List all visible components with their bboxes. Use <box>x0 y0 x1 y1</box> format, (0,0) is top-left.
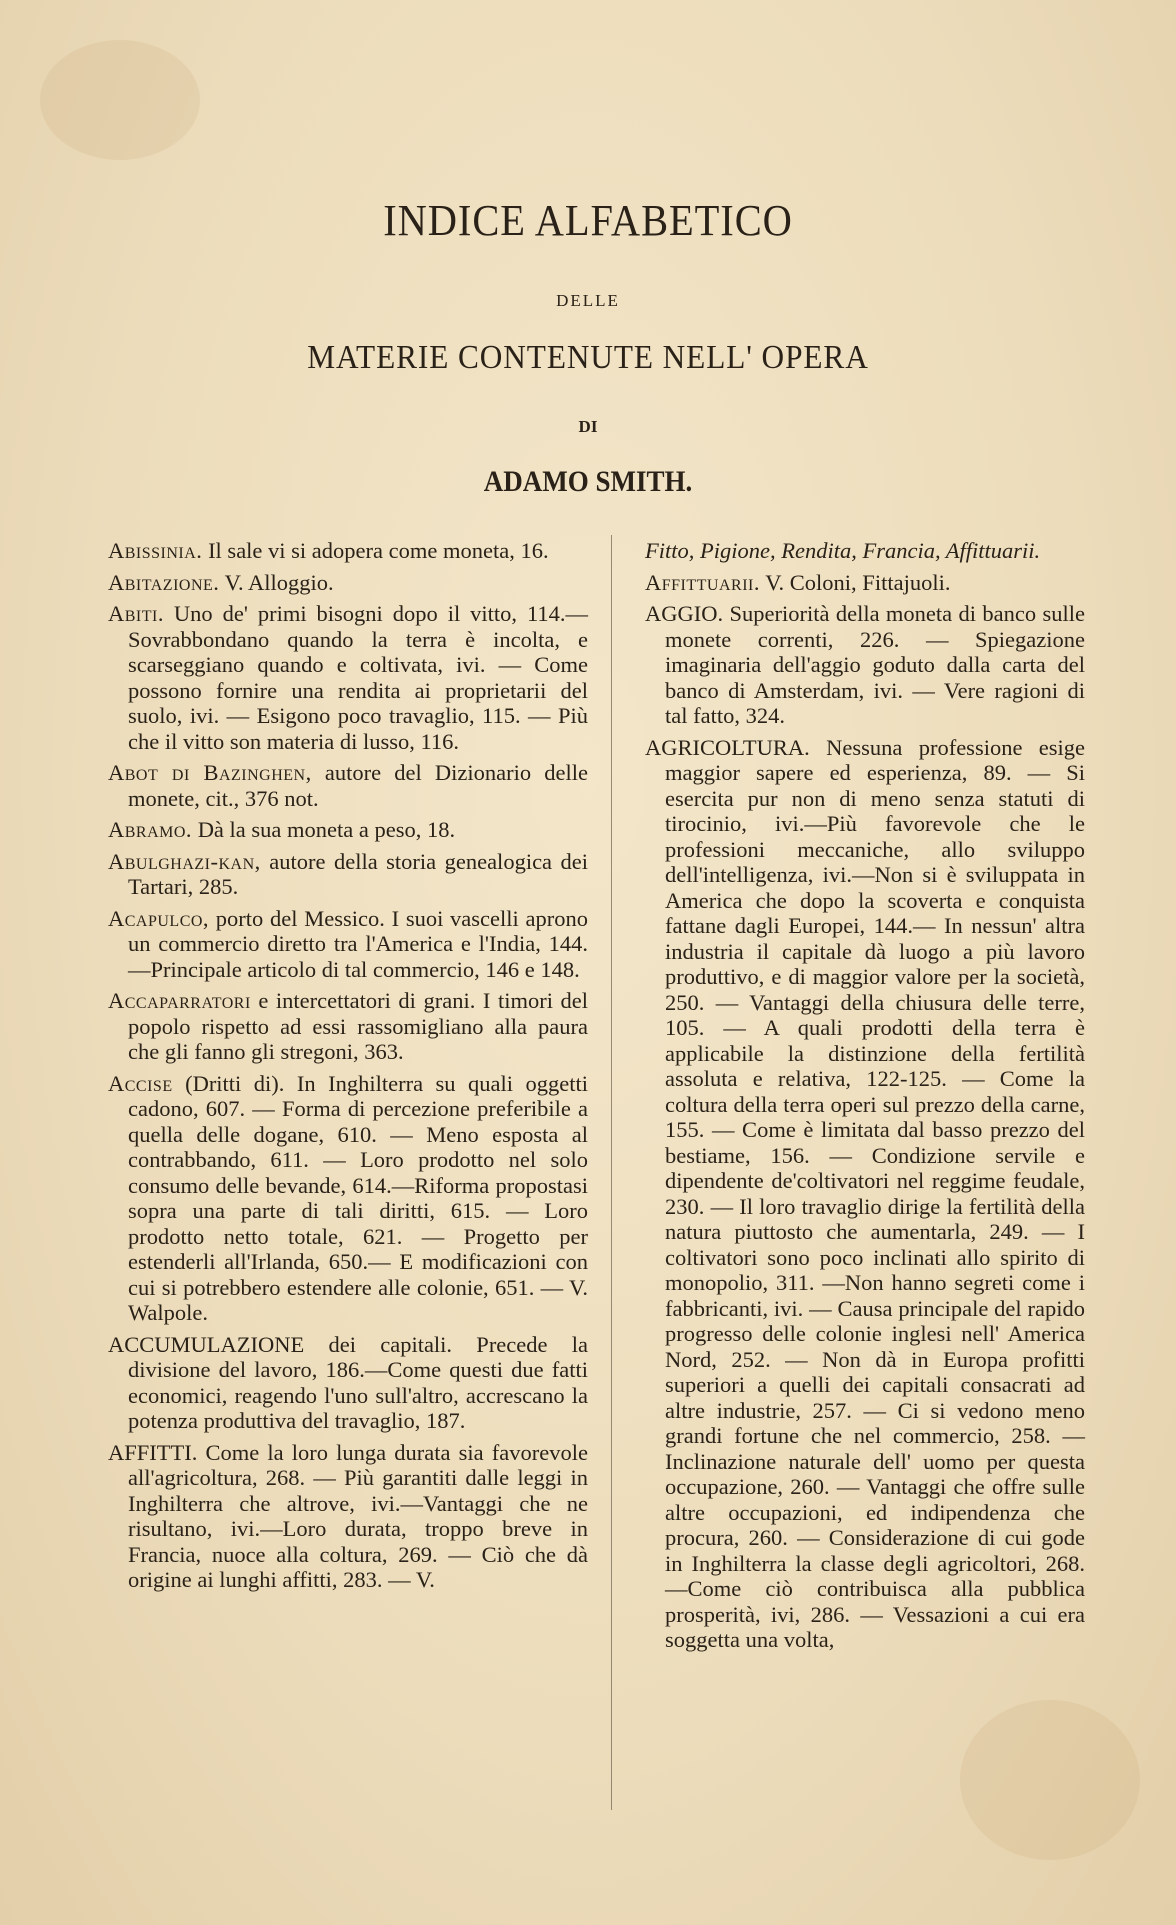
index-entry: Acapulco, porto del Messico. I suoi vascelli aprono un commercio diretto tra l'America e l'India, 144.—Principale articolo di tal commercio, 146 e 148. <box>108 905 588 982</box>
subtitle: MATERIE CONTENUTE NELL' OPERA <box>307 339 869 376</box>
left-column <box>108 538 588 1599</box>
index-entry: Abulghazi-kan, autore della storia genealogica dei Tartari, 285. <box>108 848 588 899</box>
index-entry: AGGIO. Superiorità della moneta di banco sulle monete correnti, 226. — Spiegazione imaginaria dell'aggio goduto dalla carta del banco di Amsterdam, ivi. — Vere ragioni di tal fatto, 324. <box>645 601 1085 728</box>
index-entry: ACCUMULAZIONE dei capitali. Precede la divisione del lavoro, 186.—Come questi due fatti economici, reagendo l'uno sull'altro, accrescano la potenza produttiva del travaglio, 187. <box>108 1331 588 1433</box>
index-entry: Abissinia. Il sale vi si adopera come moneta, 16. <box>108 538 549 563</box>
right-column <box>645 538 1085 1659</box>
index-entry: Abitazione. V. Alloggio. <box>108 569 334 595</box>
paper-stain <box>40 40 200 160</box>
index-entry: Abramo. Dà la sua moneta a peso, 18. <box>108 817 456 842</box>
author-name: ADAMO SMITH. <box>483 465 693 498</box>
index-entry: Abot di Bazinghen, autore del Dizionario delle monete, cit., 376 not. <box>108 760 588 811</box>
index-entry: Accaparratori e intercettatori di grani. I timori del popolo rispetto ad essi rassomigliano alla paura che gli fanno gli stregoni, 363. <box>108 988 588 1064</box>
title-connector: DELLE <box>556 291 620 310</box>
index-entry: Affittuarii. V. Coloni, Fittajuoli. <box>645 569 951 595</box>
index-entry: AFFITTI. Come la loro lunga durata sia favorevole all'agricoltura, 268. — Più garantiti dalle leggi in Inghilterra che altrove, ivi.—Vantaggi che ne risultano, ivi.—Loro durata, troppo breve in Francia, nuoce alla coltura, 269. — Ciò che dà origine ai lunghi affitti, 283. — V. <box>108 1439 588 1592</box>
index-entry: Accise (Dritti di). In Inghilterra su quali oggetti cadono, 607. — Forma di percezione preferibile a quella delle dogane, 610. — Meno esposta al contrabbando, 611. — Loro prodotto nel solo consumo delle bevande, 614.—Riforma propostasi sopra una parte di tali diritti, 615. — Loro prodotto netto totale, 621. — Progetto per estenderli all'Irlanda, 650.— E modificazioni con cui si potrebbero estendere alle colonie, 651. — V. Walpole. <box>108 1070 588 1325</box>
title-preposition: DI <box>578 417 598 436</box>
title-block <box>0 195 1176 499</box>
index-entry: Abiti. Uno de' primi bisogni dopo il vitto, 114.—Sovrabbondano quando la terra è incolta, e scarseggiano quando e coltivata, ivi. — Come possono fornire una rendita ai proprietarii del suolo, ivi. — Esigono poco travaglio, 115. — Più che il vitto son materia di lusso, 116. <box>108 601 588 754</box>
column-divider <box>611 535 612 1810</box>
index-title: INDICE ALFABETICO <box>383 196 793 245</box>
paper-stain <box>960 1700 1140 1860</box>
index-entry: AGRICOLTURA. Nessuna professione esige maggior sapere ed esperienza, 89. — Si esercita pur non di meno senza statuti di tirocinio, ivi.—Più favorevole che le professioni meccaniche, allo sviluppo dell'intelligenza, ivi.—Non si è sviluppata in America che dopo la scoverta e conquista fattane dagli Europei, 144.— In nessun' altra industria il capitale dà luogo a più lavoro produttivo, e di maggior valore per la società, 250. — Vantaggi della chiusura delle terre, 105. — A quali prodotti della terra è applicabile la distinzione della fertilità assoluta e relativa, 122-125. — Come la coltura della terra operi sul prezzo della carne, 155. — Come è limitata dal basso prezzo del bestiame, 156. — Condizione servile e dipendente de'coltivatori nel reggime feudale, 230. — Il loro travaglio dirige la fertilità della natura piuttosto che aumentarla, 249. — I coltivatori sono poco inclinati allo spirito di monopolio, 311. —Non hanno segreti come i fabbricanti, ivi. — Causa principale del rapido progresso delle colonie inglesi nell' America Nord, 252. — Non dà in Europa profitti superiori a quelli dei capitali consacrati ad altre industrie, 257. — Ci si vedono meno grandi fortune che nel commercio, 258. — Inclinazione naturale dell' uomo per questa occupazione, 260. — Vantaggi che offre sulle altre occupazioni, ed indipendenza che procura, 260. — Considerazione di cui gode in Inghilterra la classe degli agricoltori, 268.—Come ciò contribuisca alla pubblica prosperità, ivi, 286. — Vessazioni a cui era soggetta una volta, <box>645 734 1085 1652</box>
index-entry-continuation: Fitto, Pigione, Rendita, Francia, Affittuarii. <box>645 538 1041 563</box>
